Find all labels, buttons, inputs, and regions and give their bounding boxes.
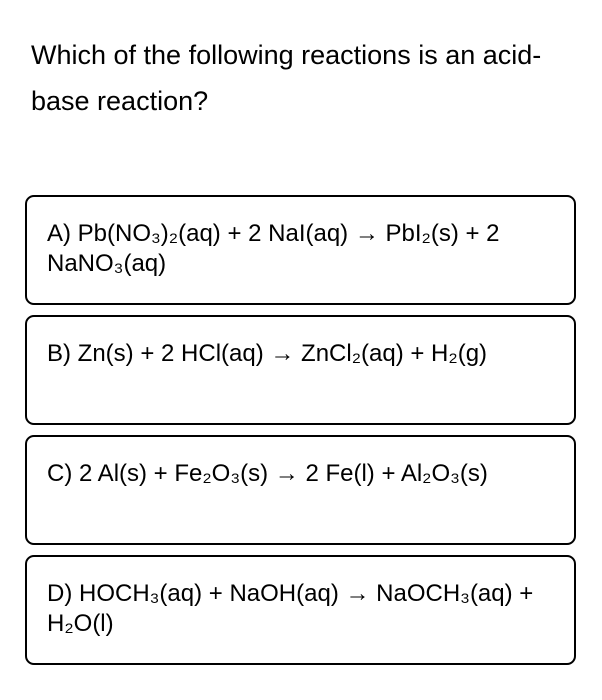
answer-options [25, 195, 576, 665]
option-d-label: D) HOCH₃(aq) + NaOH(aq) → NaOCH₃(aq) + H₂O(l) [47, 580, 534, 637]
question-text: Which of the following reactions is an acid-base reaction? [31, 40, 542, 116]
option-c[interactable] [25, 435, 576, 545]
option-c-label: C) 2 Al(s) + Fe₂O₃(s) → 2 Fe(l) + Al₂O₃(s) [47, 460, 488, 487]
option-d[interactable] [25, 555, 576, 665]
option-a[interactable] [25, 195, 576, 305]
option-b[interactable] [25, 315, 576, 425]
option-b-label: B) Zn(s) + 2 HCl(aq) → ZnCl₂(aq) + H₂(g) [47, 340, 488, 367]
option-a-label: A) Pb(NO₃)₂(aq) + 2 NaI(aq) → PbI₂(s) + 2 NaNO₃(aq) [47, 220, 500, 277]
